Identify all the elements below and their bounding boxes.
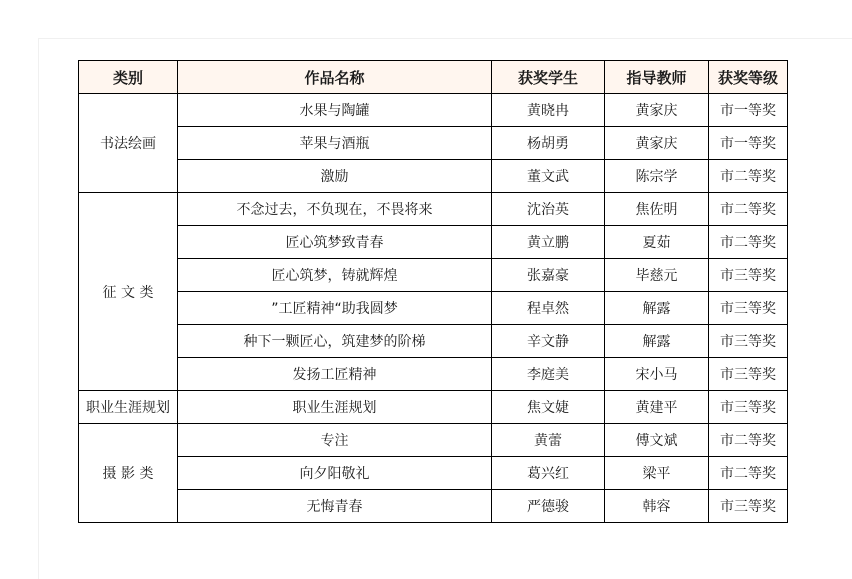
- table-body: [79, 94, 788, 523]
- table-row: [79, 292, 788, 325]
- table-row: [79, 358, 788, 391]
- table-row: [79, 391, 788, 424]
- header-student: 获奖学生: [492, 61, 605, 94]
- work-title-cell: 无悔青春: [178, 490, 492, 523]
- table-row: [79, 259, 788, 292]
- teacher-cell: 宋小马: [605, 358, 709, 391]
- work-title-cell: 种下一颗匠心，筑建梦的阶梯: [178, 325, 492, 358]
- work-title-cell: 匠心筑梦，铸就辉煌: [178, 259, 492, 292]
- award-level-cell: 市二等奖: [709, 424, 788, 457]
- award-level-cell: 市三等奖: [709, 292, 788, 325]
- award-level-cell: 市三等奖: [709, 391, 788, 424]
- teacher-cell: 傅文斌: [605, 424, 709, 457]
- award-level-cell: 市三等奖: [709, 490, 788, 523]
- work-title-cell: 不念过去，不负现在，不畏将来: [178, 193, 492, 226]
- table-row: [79, 325, 788, 358]
- teacher-cell: 夏茹: [605, 226, 709, 259]
- teacher-cell: 解露: [605, 325, 709, 358]
- work-title-cell: 苹果与酒瓶: [178, 127, 492, 160]
- student-cell: 黄蕾: [492, 424, 605, 457]
- student-cell: 黄晓冉: [492, 94, 605, 127]
- teacher-cell: 黄建平: [605, 391, 709, 424]
- work-title-cell: 向夕阳敬礼: [178, 457, 492, 490]
- work-title-cell: 专注: [178, 424, 492, 457]
- student-cell: 程卓然: [492, 292, 605, 325]
- award-level-cell: 市三等奖: [709, 259, 788, 292]
- awards-table: [78, 60, 788, 523]
- work-title-cell: 发扬工匠精神: [178, 358, 492, 391]
- table-row: [79, 490, 788, 523]
- header-teacher: 指导教师: [605, 61, 709, 94]
- header-row: [79, 61, 788, 94]
- teacher-cell: 焦佐明: [605, 193, 709, 226]
- award-level-cell: 市一等奖: [709, 94, 788, 127]
- category-cell: 征 文 类: [79, 193, 178, 391]
- student-cell: 沈治英: [492, 193, 605, 226]
- teacher-cell: 黄家庆: [605, 127, 709, 160]
- work-title-cell: ”工匠精神“助我圆梦: [178, 292, 492, 325]
- student-cell: 黄立鹏: [492, 226, 605, 259]
- table-row: [79, 226, 788, 259]
- teacher-cell: 黄家庆: [605, 94, 709, 127]
- table-row: [79, 193, 788, 226]
- award-level-cell: 市二等奖: [709, 193, 788, 226]
- award-level-cell: 市二等奖: [709, 160, 788, 193]
- teacher-cell: 梁平: [605, 457, 709, 490]
- table-row: [79, 127, 788, 160]
- table-row: [79, 160, 788, 193]
- award-level-cell: 市二等奖: [709, 226, 788, 259]
- award-level-cell: 市一等奖: [709, 127, 788, 160]
- teacher-cell: 解露: [605, 292, 709, 325]
- student-cell: 李庭美: [492, 358, 605, 391]
- student-cell: 董文武: [492, 160, 605, 193]
- award-level-cell: 市三等奖: [709, 325, 788, 358]
- teacher-cell: 陈宗学: [605, 160, 709, 193]
- category-cell: 职业生涯规划: [79, 391, 178, 424]
- student-cell: 严德骏: [492, 490, 605, 523]
- header-category: 类别: [79, 61, 178, 94]
- award-level-cell: 市二等奖: [709, 457, 788, 490]
- teacher-cell: 韩容: [605, 490, 709, 523]
- teacher-cell: 毕慈元: [605, 259, 709, 292]
- category-cell: 摄 影 类: [79, 424, 178, 523]
- header-award-level: 获奖等级: [709, 61, 788, 94]
- student-cell: 辛文静: [492, 325, 605, 358]
- table-header: [79, 61, 788, 94]
- award-level-cell: 市三等奖: [709, 358, 788, 391]
- student-cell: 杨胡勇: [492, 127, 605, 160]
- table-row: [79, 94, 788, 127]
- work-title-cell: 激励: [178, 160, 492, 193]
- table-row: [79, 424, 788, 457]
- work-title-cell: 职业生涯规划: [178, 391, 492, 424]
- student-cell: 焦文婕: [492, 391, 605, 424]
- work-title-cell: 匠心筑梦致青春: [178, 226, 492, 259]
- header-work-title: 作品名称: [178, 61, 492, 94]
- category-cell: 书法绘画: [79, 94, 178, 193]
- student-cell: 张嘉豪: [492, 259, 605, 292]
- work-title-cell: 水果与陶罐: [178, 94, 492, 127]
- student-cell: 葛兴红: [492, 457, 605, 490]
- table-row: [79, 457, 788, 490]
